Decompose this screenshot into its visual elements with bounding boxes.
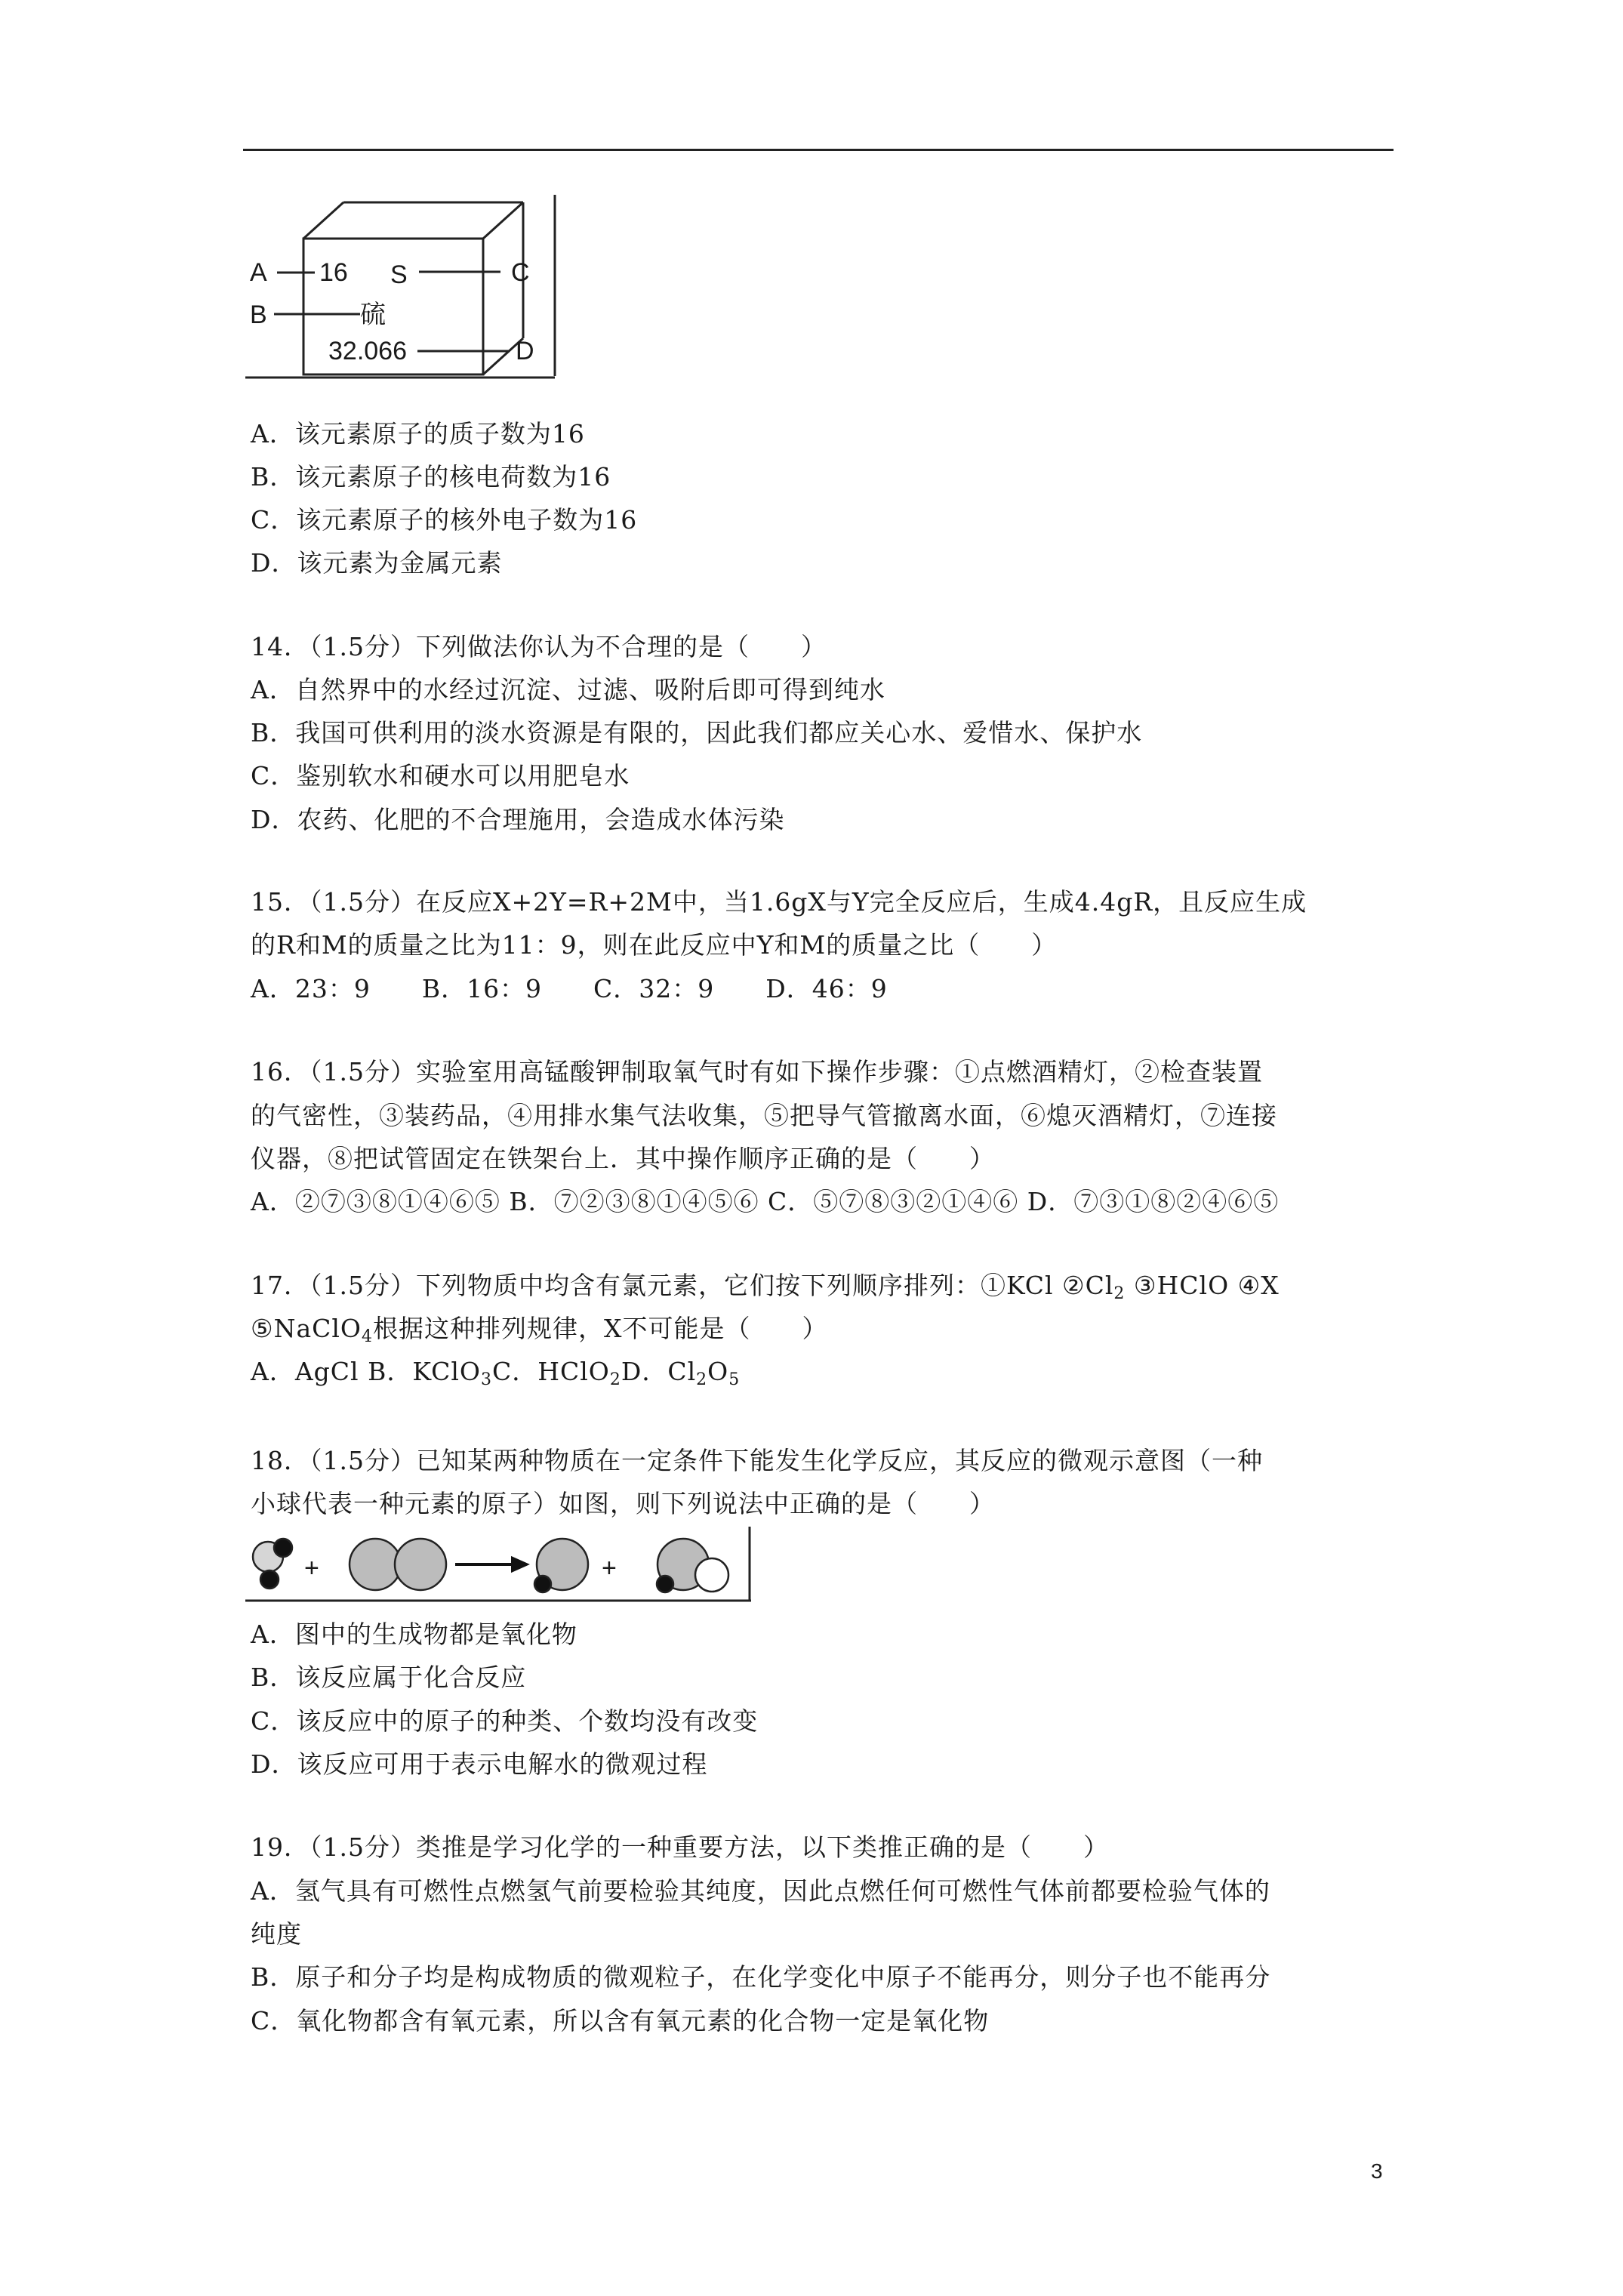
- q18-option-b: B．该反应属于化合反应: [251, 1663, 527, 1692]
- q18-stem-line-1: 18．（1.5分）已知某两种物质在一定条件下能发生化学反应，其反应的微观示意图（一种: [251, 1446, 1263, 1475]
- q14-stem: 14．（1.5分）下列做法你认为不合理的是（ ）: [251, 632, 827, 661]
- q18-option-a: A．图中的生成物都是氧化物: [251, 1620, 577, 1649]
- q13-option-b: B．该元素原子的核电荷数为16: [251, 462, 611, 492]
- q13-option-c: C．该元素原子的核外电子数为16: [251, 505, 638, 535]
- q16-stem-line-2: 的气密性，③装药品，④用排水集气法收集，⑤把导气管撤离水面，⑥熄灭酒精灯，⑦连接: [251, 1101, 1277, 1130]
- q19-option-c: C．氧化物都含有氧元素，所以含有氧元素的化合物一定是氧化物: [251, 2006, 990, 2036]
- q14-option-a: A．自然界中的水经过沉淀、过滤、吸附后即可得到纯水: [251, 675, 885, 704]
- card-label-a: A: [250, 258, 267, 287]
- element-card-figure: [245, 195, 562, 381]
- reaction-plus-2: +: [602, 1554, 617, 1583]
- q16-options: A．②⑦③⑧①④⑥⑤ B．⑦②③⑧①④⑤⑥ C．⑤⑦⑧③②①④⑥ D．⑦③①⑧②④⑥⑤: [251, 1187, 1280, 1216]
- reaction-plus-1: +: [304, 1554, 319, 1583]
- card-label-c: C: [511, 258, 530, 287]
- q14-option-c: C．鉴别软水和硬水可以用肥皂水: [251, 761, 630, 791]
- q18-stem-line-2: 小球代表一种元素的原子）如图，则下列说法中正确的是（ ）: [251, 1489, 995, 1518]
- q19-option-b: B．原子和分子均是构成物质的微观粒子，在化学变化中原子不能再分，则分子也不能再分: [251, 1962, 1271, 1992]
- element-name: 硫: [360, 300, 386, 330]
- q13-option-a: A．该元素原子的质子数为16: [251, 419, 585, 448]
- q19-option-a-line-2: 纯度: [251, 1919, 302, 1949]
- atomic-mass: 32.066: [328, 337, 407, 365]
- q17-stem-line-1: 17．（1.5分）下列物质中均含有氯元素，它们按下列顺序排列：①KCl $②Cl_2$ ③HClO ④X: [251, 1271, 1280, 1303]
- q13-option-d: D．该元素为金属元素: [251, 548, 503, 578]
- q14-option-d: D．农药、化肥的不合理施用，会造成水体污染: [251, 805, 785, 834]
- page-number: 3: [1371, 2159, 1383, 2183]
- q18-option-c: C．该反应中的原子的种类、个数均没有改变: [251, 1706, 759, 1736]
- q16-stem-line-1: 16．（1.5分）实验室用高锰酸钾制取氧气时有如下操作步骤：①点燃酒精灯，②检查装置: [251, 1057, 1263, 1086]
- q19-stem: 19．（1.5分）类推是学习化学的一种重要方法，以下类推正确的是（ ）: [251, 1832, 1109, 1862]
- q18-option-d: D．该反应可用于表示电解水的微观过程: [251, 1749, 708, 1779]
- q15-stem-line-1: 15．（1.5分）在反应X+2Y=R+2M中，当1.6gX与Y完全反应后，生成4.4gR，且反应生成: [251, 887, 1307, 917]
- q16-stem-line-3: 仪器，⑧把试管固定在铁架台上．其中操作顺序正确的是（ ）: [251, 1144, 995, 1173]
- q14-option-b: B．我国可供利用的淡水资源是有限的，因此我们都应关心水、爱惜水、保护水: [251, 718, 1143, 747]
- card-label-b: B: [250, 300, 267, 329]
- q15-options: A．23：9 B．16：9 C．32：9 D．46：9: [251, 974, 888, 1003]
- atomic-number: 16: [319, 258, 348, 287]
- q19-option-a-line-1: A．氢气具有可燃性点燃氢气前要检验其纯度，因此点燃任何可燃性气体前都要检验气体的: [251, 1876, 1270, 1906]
- q17-stem-line-2: ⑤NaClO$_4$根据这种排列规律，X不可能是（ ）: [251, 1314, 828, 1346]
- header-rule: [243, 149, 1394, 151]
- q15-stem-line-2: 的R和M的质量之比为11：9，则在此反应中Y和M的质量之比（ ）: [251, 930, 1058, 960]
- q17-options: A．AgCl B．KClO$_3$C．HClO$_2$D．$Cl_2O_5$: [251, 1357, 741, 1389]
- card-label-d: D: [516, 337, 534, 365]
- element-symbol: S: [390, 260, 408, 289]
- reaction-diagram: [245, 1527, 753, 1602]
